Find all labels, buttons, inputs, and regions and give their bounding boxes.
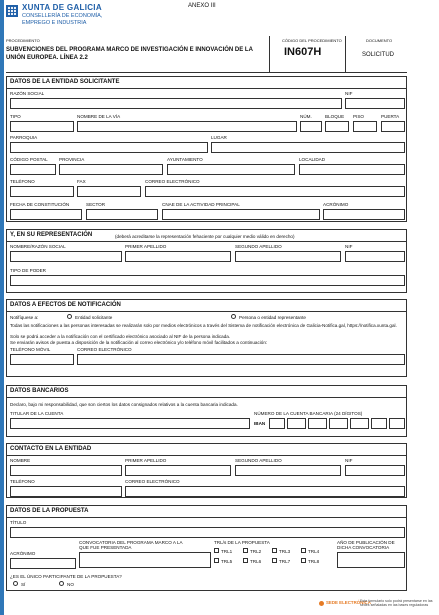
codigo-value: IN607H [284,46,322,58]
iban-group-1[interactable] [287,418,306,429]
section-title: DATOS A EFECTOS DE NOTIFICACIÓN [10,302,121,308]
sector-field[interactable] [86,209,158,220]
section-title: DATOS BANCARIOS [10,388,69,394]
logo-subtitle-1: CONSELLERÍA DE ECONOMÍA, [22,13,103,19]
ayuntamiento-label: AYUNTAMIENTO [167,157,203,162]
iban-country-field[interactable] [269,418,285,429]
cnae-label: CNAE DE LA ACTIVIDAD PRINCIPAL [162,202,240,207]
section-propuesta [6,505,407,591]
section-title-line [7,455,406,456]
razon-social-field[interactable] [10,98,342,109]
header-bottom-line [6,72,407,73]
trl5-label: TRL5 [221,559,233,564]
radio-no[interactable] [59,581,64,586]
header-divider-2 [345,36,346,72]
iban-group-6[interactable] [389,418,405,429]
documento-value: SOLICITUD [362,52,395,58]
convocatoria-field[interactable] [79,552,211,568]
ano-publicacion-field[interactable] [337,552,405,568]
footer-text: Este formulario solo podrá presentarse en las sedes señaladas en las bases reguladoras [360,599,433,608]
section-title: DATOS DE LA ENTIDAD SOLICITANTE [10,79,120,85]
cnae-field[interactable] [162,209,320,220]
contacto-nombre-label: NOMBRE [10,458,31,463]
section-title: Y, EN SU REPRESENTACIÓN [10,232,93,238]
nif-field[interactable] [345,98,405,109]
bloque-field[interactable] [325,121,349,132]
tipo-field[interactable] [10,121,74,132]
notif-correo-label: CORREO ELECTRÓNICO [77,347,132,352]
trl3-label: TRL3 [279,549,291,554]
contacto-segundo-apellido-field[interactable] [235,465,341,476]
provincia-label: PROVINCIA [59,157,85,162]
contacto-nombre-field[interactable] [10,465,122,476]
fax-field[interactable] [77,186,141,197]
telefono-movil-field[interactable] [10,354,74,365]
declaro-text: Declaro, bajo mi responsabilidad, que son ciertos los datos consignados relativos a la cuenta bancaria indicada. [10,402,238,407]
convocatoria-label: CONVOCATORIA DEL PROGRAMA MARCO A LA QUE FUE PRESENTADA [79,540,183,550]
section-contacto [6,443,407,498]
fecha-constitucion-label: FECHA DE CONSTITUCIÓN [10,202,70,207]
ano-publicacion-label: AÑO DE PUBLICACIÓN DE DICHA CONVOCATORIA [337,540,395,550]
section-title-line [7,241,406,242]
anexo-label: ANEXO III [188,3,216,9]
section-title: DATOS DE LA PROPUESTA [10,508,89,514]
telefono-label: TELÉFONO [10,179,35,184]
radio-si-label: SÍ [21,582,26,587]
notificacion-text-1: Todas las notificaciones a las personas interesadas se realizarán solo por medios electrónicos a través del Sistema de notificación electrónica de Galicia-Notifica.gal, https://notifica.xunta.gal. [10,323,397,328]
section-bancarios [6,385,407,437]
contacto-nif-field[interactable] [345,465,405,476]
trl5-checkbox[interactable] [214,558,219,563]
iban-group-5[interactable] [371,418,387,429]
puerta-label: PUERTA [381,114,400,119]
localidad-field[interactable] [299,164,405,175]
titular-label: TITULAR DE LA CUENTA [10,411,64,416]
section-solicitante [6,76,407,222]
trl6-checkbox[interactable] [243,558,248,563]
radio-entidad-solicitante[interactable] [67,314,72,319]
trl8-label: TRL8 [308,559,320,564]
contacto-segundo-apellido-label: SEGUNDO APELLIDO [235,458,282,463]
section-notificacion [6,299,407,377]
trl8-checkbox[interactable] [301,558,306,563]
notif-correo-field[interactable] [77,354,405,365]
nombre-via-field[interactable] [77,121,297,132]
section-title-line [7,517,406,518]
section-title-line [7,397,406,398]
bloque-label: BLOQUE [325,114,345,119]
provincia-field[interactable] [59,164,163,175]
codigo-postal-label: CÓDIGO POSTAL [10,157,48,162]
documento-label: DOCUMENTO [366,38,393,43]
logo-subtitle-2: EMPREGO E INDUSTRIA [22,20,87,26]
prop-acronimo-label: ACRÓNIMO [10,551,36,556]
titulo-label: TÍTULO [10,520,27,525]
nif-label: NIF [345,91,353,96]
fax-label: FAX [77,179,86,184]
contacto-correo-label: CORREO ELECTRÓNICO [125,479,180,484]
parroquia-field[interactable] [10,142,208,153]
trl6-label: TRL6 [250,559,262,564]
fecha-constitucion-field[interactable] [10,209,82,220]
rep-nombre-label: NOMBRE/RAZÓN SOCIAL [10,244,66,249]
razon-social-label: RAZÓN SOCIAL [10,91,45,96]
header-divider-1 [269,36,270,72]
codigo-postal-field[interactable] [10,164,56,175]
num-label: NÚM. [300,114,312,119]
acronimo-field[interactable] [323,209,405,220]
section-title: CONTACTO EN LA ENTIDAD [10,446,92,452]
contacto-nif-label: NIF [345,458,353,463]
notificacion-text-2: Solo se podrá acceder a la notificación con el certificado electrónico asociado al NIF de la persona indicada. [10,334,231,339]
trl1-label: TRL1 [221,549,233,554]
contacto-primer-apellido-field[interactable] [125,465,231,476]
section-title-line [7,88,406,89]
prop-acronimo-field[interactable] [10,558,76,569]
iban-group-4[interactable] [350,418,369,429]
notifiquese-label: Notifíquese a: [10,315,39,320]
logo-title: XUNTA DE GALICIA [22,3,102,12]
trl2-checkbox[interactable] [243,548,248,553]
left-color-stripe [0,0,4,615]
radio-si[interactable] [13,581,18,586]
radio-entidad-label: Entidad solicitante [75,315,113,320]
puerta-field[interactable] [381,121,405,132]
correo-label: CORREO ELECTRÓNICO [145,179,200,184]
trl7-label: TRL7 [279,559,291,564]
rep-segundo-apellido-label: SEGUNDO APELLIDO [235,244,282,249]
notificacion-text-3: Se enviarán avisos de puesta a disposición de la notificación al correo electrónico y/o teléfono móvil facilitados a continuación: [10,340,268,345]
piso-field[interactable] [353,121,377,132]
contacto-correo-field[interactable] [125,486,405,497]
trl-label: TRL/s DE LA PROPUESTA [214,540,270,545]
contacto-telefono-label: TELÉFONO [10,479,35,484]
telefono-movil-label: TELÉFONO MÓVIL [10,347,51,352]
trl7-checkbox[interactable] [272,558,277,563]
tipo-label: TIPO [10,114,21,119]
lugar-label: LUGAR [211,135,227,140]
acronimo-label: ACRÓNIMO [323,202,349,207]
radio-no-label: NO [67,582,74,587]
section-title-line [7,311,406,312]
nombre-via-label: NOMBRE DE LA VÍA [77,114,121,119]
titular-field[interactable] [10,418,250,429]
iban-group-2[interactable] [308,418,327,429]
radio-persona-representante[interactable] [231,314,236,319]
sector-label: SECTOR [86,202,106,207]
rep-primer-apellido-field[interactable] [125,251,231,262]
num-field[interactable] [300,121,322,132]
contacto-telefono-field[interactable] [10,486,122,497]
procedimiento-label: PROCEDIMIENTO [6,38,40,43]
tipo-poder-field[interactable] [10,275,405,286]
radio-persona-label: Persona o entidad representante [239,315,306,320]
tipo-poder-label: TIPO DE PODER [10,268,46,273]
telefono-field[interactable] [10,186,74,197]
contacto-primer-apellido-label: PRIMER APELLIDO [125,458,167,463]
rep-primer-apellido-label: PRIMER APELLIDO [125,244,167,249]
trl4-checkbox[interactable] [301,548,306,553]
section-representacion [6,229,407,293]
sede-electronica-icon [319,601,324,606]
titulo-field[interactable] [10,527,405,538]
trl1-checkbox[interactable] [214,548,219,553]
codigo-label: CÓDIGO DEL PROCEDIMIENTO [282,38,342,43]
correo-field[interactable] [145,186,405,197]
unico-label: ¿ES EL ÚNICO PARTICIPANTE DE LA PROPUESTA? [10,574,122,579]
iban-group-3[interactable] [329,418,348,429]
trl4-label: TRL4 [308,549,320,554]
rep-nif-label: NIF [345,244,353,249]
procedimiento-title: SUBVENCIONES DEL PROGRAMA MARCO DE INVESTIGACIÓN E INNOVACIÓN DE LA UNIÓN EUROPEA. LÍNEA 2.2 [6,47,253,61]
trl2-label: TRL2 [250,549,262,554]
ayuntamiento-field[interactable] [167,164,295,175]
iban-label: IBAN [254,421,266,426]
numero-cuenta-label: NÚMERO DE LA CUENTA BANCARIA (24 DÍGITOS) [254,411,363,416]
lugar-field[interactable] [211,142,405,153]
parroquia-label: PARROQUIA [10,135,38,140]
rep-nif-field[interactable] [345,251,405,262]
sede-electronica-label: SEDE ELECTRÓNICA [326,600,371,605]
rep-segundo-apellido-field[interactable] [235,251,341,262]
trl3-checkbox[interactable] [272,548,277,553]
localidad-label: LOCALIDAD [299,157,326,162]
rep-nombre-field[interactable] [10,251,122,262]
section-note: (deberá acreditarse la representación fehaciente por cualquier medio válido en derecho) [115,234,295,239]
piso-label: PISO [353,114,364,119]
xunta-logo [6,4,18,16]
